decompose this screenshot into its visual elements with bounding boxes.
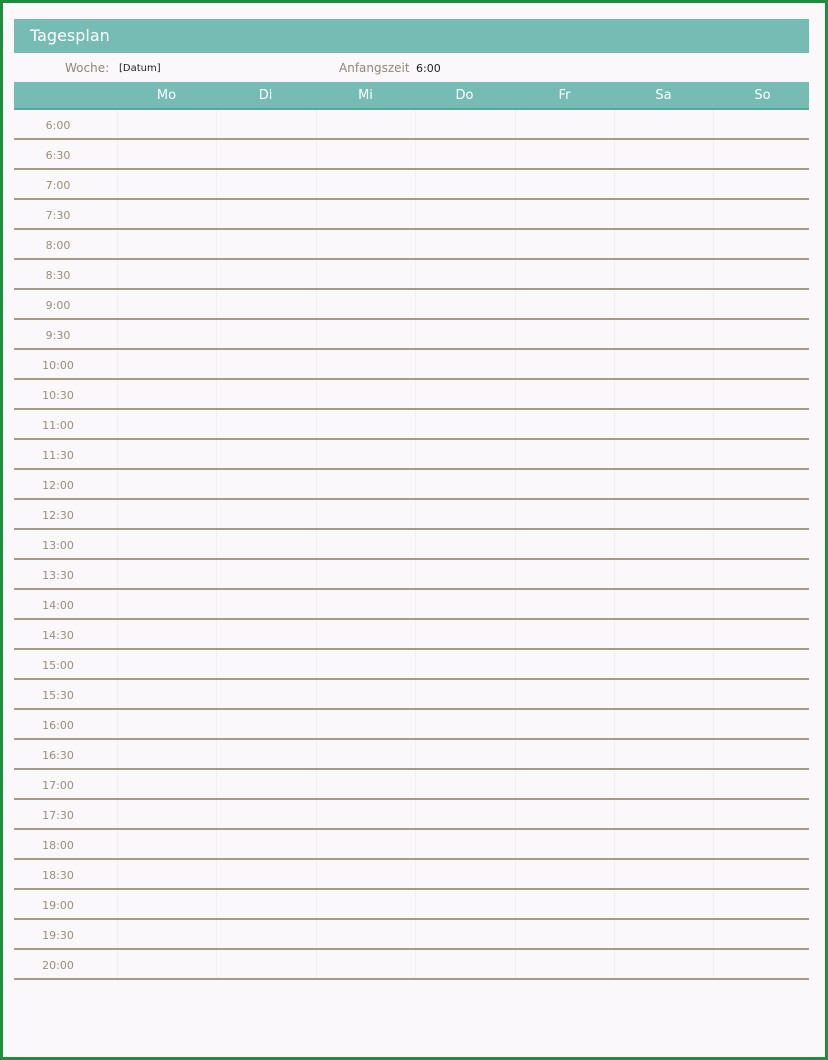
schedule-cell[interactable] bbox=[216, 230, 315, 258]
schedule-cell[interactable] bbox=[515, 920, 614, 948]
schedule-cell[interactable] bbox=[216, 320, 315, 348]
time-label: 17:30 bbox=[42, 809, 74, 822]
schedule-cell[interactable] bbox=[515, 590, 614, 618]
schedule-cell[interactable] bbox=[216, 920, 315, 948]
schedule-cell[interactable] bbox=[515, 140, 614, 168]
schedule-cell[interactable] bbox=[515, 380, 614, 408]
schedule-cell[interactable] bbox=[614, 440, 713, 468]
schedule-cell[interactable] bbox=[316, 140, 415, 168]
schedule-cell[interactable] bbox=[515, 200, 614, 228]
schedule-cell[interactable] bbox=[216, 350, 315, 378]
schedule-cell[interactable] bbox=[614, 680, 713, 708]
schedule-cell[interactable] bbox=[415, 470, 514, 498]
time-label: 10:30 bbox=[42, 389, 74, 402]
time-label: 19:00 bbox=[42, 899, 74, 912]
schedule-cell[interactable] bbox=[117, 650, 216, 678]
schedule-cell[interactable] bbox=[614, 530, 713, 558]
day-header-0: Mo bbox=[156, 88, 177, 103]
schedule-cell[interactable] bbox=[316, 590, 415, 618]
schedule-cell[interactable] bbox=[316, 680, 415, 708]
schedule-cell[interactable] bbox=[614, 350, 713, 378]
schedule-cell[interactable] bbox=[614, 560, 713, 588]
schedule-cell[interactable] bbox=[117, 890, 216, 918]
schedule-cell[interactable] bbox=[515, 230, 614, 258]
time-label: 8:00 bbox=[45, 239, 71, 252]
schedule-cell[interactable] bbox=[415, 140, 514, 168]
schedule-cell[interactable] bbox=[216, 530, 315, 558]
schedule-cell[interactable] bbox=[614, 170, 713, 198]
schedule-cell[interactable] bbox=[713, 320, 812, 348]
schedule-cell[interactable] bbox=[515, 740, 614, 768]
schedule-cell[interactable] bbox=[515, 830, 614, 858]
schedule-cell[interactable] bbox=[515, 410, 614, 438]
schedule-cell[interactable] bbox=[614, 740, 713, 768]
schedule-cell[interactable] bbox=[614, 920, 713, 948]
time-label: 11:30 bbox=[42, 449, 74, 462]
schedule-cell[interactable] bbox=[614, 470, 713, 498]
time-row bbox=[14, 830, 809, 860]
schedule-cell[interactable] bbox=[614, 950, 713, 978]
schedule-cell[interactable] bbox=[713, 110, 812, 138]
schedule-cell[interactable] bbox=[316, 650, 415, 678]
start-time-label: Anfangszeit bbox=[339, 61, 410, 75]
schedule-cell[interactable] bbox=[415, 830, 514, 858]
schedule-cell[interactable] bbox=[515, 470, 614, 498]
schedule-cell[interactable] bbox=[415, 170, 514, 198]
time-row bbox=[14, 770, 809, 800]
schedule-cell[interactable] bbox=[316, 260, 415, 288]
time-label: 6:30 bbox=[45, 149, 71, 162]
schedule-cell[interactable] bbox=[713, 170, 812, 198]
schedule-cell[interactable] bbox=[614, 830, 713, 858]
schedule-cell[interactable] bbox=[216, 500, 315, 528]
schedule-cell[interactable] bbox=[216, 740, 315, 768]
schedule-cell[interactable] bbox=[415, 380, 514, 408]
schedule-cell[interactable] bbox=[713, 860, 812, 888]
schedule-cell[interactable] bbox=[216, 950, 315, 978]
schedule-cell[interactable] bbox=[614, 200, 713, 228]
schedule-cell[interactable] bbox=[415, 950, 514, 978]
schedule-cell[interactable] bbox=[216, 620, 315, 648]
time-row bbox=[14, 110, 809, 140]
time-label: 7:00 bbox=[45, 179, 71, 192]
schedule-cell[interactable] bbox=[713, 350, 812, 378]
time-row bbox=[14, 320, 809, 350]
schedule-cell[interactable] bbox=[216, 440, 315, 468]
schedule-cell[interactable] bbox=[515, 500, 614, 528]
schedule-cell[interactable] bbox=[316, 860, 415, 888]
schedule-cell[interactable] bbox=[216, 170, 315, 198]
schedule-cell[interactable] bbox=[216, 560, 315, 588]
day-header-2: Mi bbox=[358, 88, 373, 103]
schedule-cell[interactable] bbox=[415, 410, 514, 438]
schedule-cell[interactable] bbox=[117, 830, 216, 858]
schedule-cell[interactable] bbox=[316, 380, 415, 408]
day-header-6: So bbox=[754, 88, 771, 103]
schedule-cell[interactable] bbox=[614, 800, 713, 828]
time-row bbox=[14, 530, 809, 560]
schedule-cell[interactable] bbox=[713, 470, 812, 498]
schedule-cell[interactable] bbox=[614, 890, 713, 918]
schedule-cell[interactable] bbox=[216, 650, 315, 678]
time-row bbox=[14, 200, 809, 230]
schedule-cell[interactable] bbox=[614, 650, 713, 678]
schedule-cell[interactable] bbox=[216, 140, 315, 168]
time-row bbox=[14, 140, 809, 170]
schedule-cell[interactable] bbox=[316, 290, 415, 318]
schedule-cell[interactable] bbox=[713, 920, 812, 948]
schedule-cell[interactable] bbox=[117, 770, 216, 798]
schedule-cell[interactable] bbox=[316, 500, 415, 528]
schedule-cell[interactable] bbox=[515, 770, 614, 798]
time-label: 6:00 bbox=[45, 119, 71, 132]
schedule-cell[interactable] bbox=[117, 680, 216, 708]
schedule-cell[interactable] bbox=[713, 680, 812, 708]
schedule-cell[interactable] bbox=[117, 140, 216, 168]
schedule-cell[interactable] bbox=[415, 320, 514, 348]
schedule-cell[interactable] bbox=[117, 320, 216, 348]
schedule-cell[interactable] bbox=[117, 920, 216, 948]
schedule-cell[interactable] bbox=[614, 320, 713, 348]
schedule-cell[interactable] bbox=[117, 950, 216, 978]
time-label: 13:00 bbox=[42, 539, 74, 552]
time-label: 14:00 bbox=[42, 599, 74, 612]
day-header-row bbox=[14, 82, 809, 110]
schedule-cell[interactable] bbox=[515, 110, 614, 138]
schedule-cell[interactable] bbox=[216, 590, 315, 618]
schedule-cell[interactable] bbox=[415, 680, 514, 708]
schedule-cell[interactable] bbox=[216, 800, 315, 828]
page-title: Tagesplan bbox=[14, 19, 809, 53]
schedule-cell[interactable] bbox=[216, 470, 315, 498]
schedule-cell[interactable] bbox=[316, 740, 415, 768]
time-label: 9:00 bbox=[45, 299, 71, 312]
schedule-cell[interactable] bbox=[415, 560, 514, 588]
schedule-cell[interactable] bbox=[415, 440, 514, 468]
time-label: 16:00 bbox=[42, 719, 74, 732]
schedule-cell[interactable] bbox=[316, 770, 415, 798]
schedule-cell[interactable] bbox=[216, 890, 315, 918]
time-row bbox=[14, 740, 809, 770]
time-label: 20:00 bbox=[42, 959, 74, 972]
schedule-cell[interactable] bbox=[117, 500, 216, 528]
schedule-cell[interactable] bbox=[614, 140, 713, 168]
start-time-value[interactable]: 6:00 bbox=[416, 62, 441, 75]
time-row bbox=[14, 950, 809, 980]
time-row bbox=[14, 230, 809, 260]
schedule-cell[interactable] bbox=[316, 170, 415, 198]
time-row bbox=[14, 440, 809, 470]
schedule-cell[interactable] bbox=[117, 170, 216, 198]
schedule-cell[interactable] bbox=[117, 440, 216, 468]
schedule-cell[interactable] bbox=[415, 890, 514, 918]
time-label: 12:00 bbox=[42, 479, 74, 492]
schedule-cell[interactable] bbox=[614, 620, 713, 648]
time-row bbox=[14, 350, 809, 380]
schedule-cell[interactable] bbox=[415, 530, 514, 558]
schedule-cell[interactable] bbox=[713, 560, 812, 588]
schedule-cell[interactable] bbox=[316, 950, 415, 978]
schedule-cell[interactable] bbox=[515, 350, 614, 378]
schedule-cell[interactable] bbox=[216, 860, 315, 888]
schedule-cell[interactable] bbox=[117, 200, 216, 228]
schedule-cell[interactable] bbox=[117, 260, 216, 288]
time-label: 15:30 bbox=[42, 689, 74, 702]
schedule-cell[interactable] bbox=[216, 260, 315, 288]
time-row bbox=[14, 500, 809, 530]
time-label: 17:00 bbox=[42, 779, 74, 792]
time-row bbox=[14, 470, 809, 500]
schedule-cell[interactable] bbox=[713, 890, 812, 918]
time-label: 16:30 bbox=[42, 749, 74, 762]
time-label: 8:30 bbox=[45, 269, 71, 282]
schedule-cell[interactable] bbox=[117, 410, 216, 438]
schedule-cell[interactable] bbox=[316, 890, 415, 918]
schedule-cell[interactable] bbox=[216, 200, 315, 228]
schedule-cell[interactable] bbox=[713, 440, 812, 468]
schedule-cell[interactable] bbox=[713, 380, 812, 408]
schedule-cell[interactable] bbox=[117, 230, 216, 258]
schedule-cell[interactable] bbox=[713, 770, 812, 798]
schedule-cell[interactable] bbox=[713, 140, 812, 168]
schedule-cell[interactable] bbox=[117, 740, 216, 768]
time-row bbox=[14, 800, 809, 830]
schedule-cell[interactable] bbox=[515, 560, 614, 588]
schedule-cell[interactable] bbox=[415, 260, 514, 288]
schedule-cell[interactable] bbox=[713, 950, 812, 978]
time-label: 12:30 bbox=[42, 509, 74, 522]
time-row bbox=[14, 260, 809, 290]
schedule-cell[interactable] bbox=[316, 410, 415, 438]
time-label: 13:30 bbox=[42, 569, 74, 582]
schedule-cell[interactable] bbox=[415, 620, 514, 648]
schedule-cell[interactable] bbox=[216, 770, 315, 798]
week-label: Woche: bbox=[65, 61, 110, 75]
schedule-cell[interactable] bbox=[614, 860, 713, 888]
time-label: 10:00 bbox=[42, 359, 74, 372]
time-label: 18:30 bbox=[42, 869, 74, 882]
time-row bbox=[14, 860, 809, 890]
time-label: 15:00 bbox=[42, 659, 74, 672]
schedule-cell[interactable] bbox=[316, 320, 415, 348]
schedule-cell[interactable] bbox=[713, 530, 812, 558]
schedule-cell[interactable] bbox=[515, 650, 614, 678]
time-row bbox=[14, 290, 809, 320]
schedule-cell[interactable] bbox=[415, 230, 514, 258]
schedule-cell[interactable] bbox=[614, 770, 713, 798]
schedule-cell[interactable] bbox=[614, 230, 713, 258]
schedule-cell[interactable] bbox=[415, 860, 514, 888]
day-header-4: Fr bbox=[558, 88, 571, 103]
day-header-3: Do bbox=[455, 88, 474, 103]
schedule-cell[interactable] bbox=[316, 110, 415, 138]
schedule-cell[interactable] bbox=[117, 350, 216, 378]
schedule-cell[interactable] bbox=[713, 410, 812, 438]
schedule-cell[interactable] bbox=[117, 620, 216, 648]
time-row bbox=[14, 680, 809, 710]
time-row bbox=[14, 620, 809, 650]
schedule-cell[interactable] bbox=[415, 710, 514, 738]
schedule-cell[interactable] bbox=[713, 290, 812, 318]
schedule-cell[interactable] bbox=[316, 230, 415, 258]
schedule-cell[interactable] bbox=[316, 620, 415, 648]
schedule-cell[interactable] bbox=[713, 230, 812, 258]
schedule-cell[interactable] bbox=[316, 830, 415, 858]
day-header-1: Di bbox=[258, 88, 273, 103]
time-label: 11:00 bbox=[42, 419, 74, 432]
time-row bbox=[14, 920, 809, 950]
schedule-cell[interactable] bbox=[713, 260, 812, 288]
schedule-cell[interactable] bbox=[117, 530, 216, 558]
schedule-cell[interactable] bbox=[117, 860, 216, 888]
schedule-cell[interactable] bbox=[713, 800, 812, 828]
schedule-cell[interactable] bbox=[614, 380, 713, 408]
schedule-cell[interactable] bbox=[415, 110, 514, 138]
schedule-cell[interactable] bbox=[614, 410, 713, 438]
schedule-cell[interactable] bbox=[415, 200, 514, 228]
schedule-cell[interactable] bbox=[515, 260, 614, 288]
schedule-cell[interactable] bbox=[415, 500, 514, 528]
schedule-cell[interactable] bbox=[515, 170, 614, 198]
schedule-cell[interactable] bbox=[117, 380, 216, 408]
time-row bbox=[14, 590, 809, 620]
schedule-cell[interactable] bbox=[415, 350, 514, 378]
schedule-cell[interactable] bbox=[117, 800, 216, 828]
schedule-cell[interactable] bbox=[316, 470, 415, 498]
schedule-cell[interactable] bbox=[216, 110, 315, 138]
schedule-cell[interactable] bbox=[614, 110, 713, 138]
schedule-cell[interactable] bbox=[713, 200, 812, 228]
schedule-cell[interactable] bbox=[415, 800, 514, 828]
schedule-cell[interactable] bbox=[713, 650, 812, 678]
schedule-cell[interactable] bbox=[515, 440, 614, 468]
schedule-cell[interactable] bbox=[415, 590, 514, 618]
schedule-cell[interactable] bbox=[316, 800, 415, 828]
time-row bbox=[14, 560, 809, 590]
schedule-cell[interactable] bbox=[614, 710, 713, 738]
time-label: 18:00 bbox=[42, 839, 74, 852]
schedule-cell[interactable] bbox=[515, 710, 614, 738]
schedule-cell[interactable] bbox=[316, 440, 415, 468]
schedule-cell[interactable] bbox=[216, 380, 315, 408]
schedule-cell[interactable] bbox=[713, 590, 812, 618]
schedule-cell[interactable] bbox=[117, 290, 216, 318]
time-label: 9:30 bbox=[45, 329, 71, 342]
schedule-cell[interactable] bbox=[117, 710, 216, 738]
time-row bbox=[14, 650, 809, 680]
schedule-cell[interactable] bbox=[316, 710, 415, 738]
schedule-cell[interactable] bbox=[216, 410, 315, 438]
schedule-cell[interactable] bbox=[713, 830, 812, 858]
schedule-cell[interactable] bbox=[316, 530, 415, 558]
schedule-cell[interactable] bbox=[515, 950, 614, 978]
schedule-cell[interactable] bbox=[515, 620, 614, 648]
day-header-5: Sa bbox=[655, 88, 672, 103]
time-row bbox=[14, 380, 809, 410]
schedule-cell[interactable] bbox=[117, 110, 216, 138]
schedule-cell[interactable] bbox=[713, 740, 812, 768]
schedule-cell[interactable] bbox=[316, 350, 415, 378]
schedule-cell[interactable] bbox=[117, 560, 216, 588]
schedule-cell[interactable] bbox=[216, 680, 315, 708]
schedule-cell[interactable] bbox=[713, 710, 812, 738]
time-row bbox=[14, 410, 809, 440]
schedule-cell[interactable] bbox=[415, 290, 514, 318]
week-value[interactable]: [Datum] bbox=[119, 63, 161, 74]
schedule-cell[interactable] bbox=[515, 680, 614, 708]
schedule-cell[interactable] bbox=[713, 500, 812, 528]
time-label: 19:30 bbox=[42, 929, 74, 942]
schedule-cell[interactable] bbox=[415, 740, 514, 768]
schedule-cell[interactable] bbox=[415, 920, 514, 948]
schedule-cell[interactable] bbox=[515, 320, 614, 348]
schedule-cell[interactable] bbox=[515, 530, 614, 558]
schedule-cell[interactable] bbox=[216, 290, 315, 318]
schedule-cell[interactable] bbox=[515, 890, 614, 918]
schedule-cell[interactable] bbox=[614, 590, 713, 618]
time-row bbox=[14, 170, 809, 200]
schedule-cell[interactable] bbox=[316, 200, 415, 228]
time-label: 14:30 bbox=[42, 629, 74, 642]
time-row bbox=[14, 890, 809, 920]
schedule-cell[interactable] bbox=[316, 560, 415, 588]
schedule-cell[interactable] bbox=[415, 770, 514, 798]
schedule-grid bbox=[14, 110, 809, 980]
schedule-cell[interactable] bbox=[415, 650, 514, 678]
schedule-cell[interactable] bbox=[216, 710, 315, 738]
schedule-cell[interactable] bbox=[614, 290, 713, 318]
time-label: 7:30 bbox=[45, 209, 71, 222]
schedule-cell[interactable] bbox=[117, 590, 216, 618]
schedule-cell[interactable] bbox=[614, 500, 713, 528]
schedule-cell[interactable] bbox=[614, 260, 713, 288]
schedule-cell[interactable] bbox=[316, 920, 415, 948]
schedule-cell[interactable] bbox=[515, 800, 614, 828]
schedule-cell[interactable] bbox=[117, 470, 216, 498]
schedule-cell[interactable] bbox=[713, 620, 812, 648]
meta-row bbox=[14, 57, 809, 81]
time-row bbox=[14, 710, 809, 740]
schedule-cell[interactable] bbox=[216, 830, 315, 858]
schedule-cell[interactable] bbox=[515, 860, 614, 888]
schedule-cell[interactable] bbox=[515, 290, 614, 318]
